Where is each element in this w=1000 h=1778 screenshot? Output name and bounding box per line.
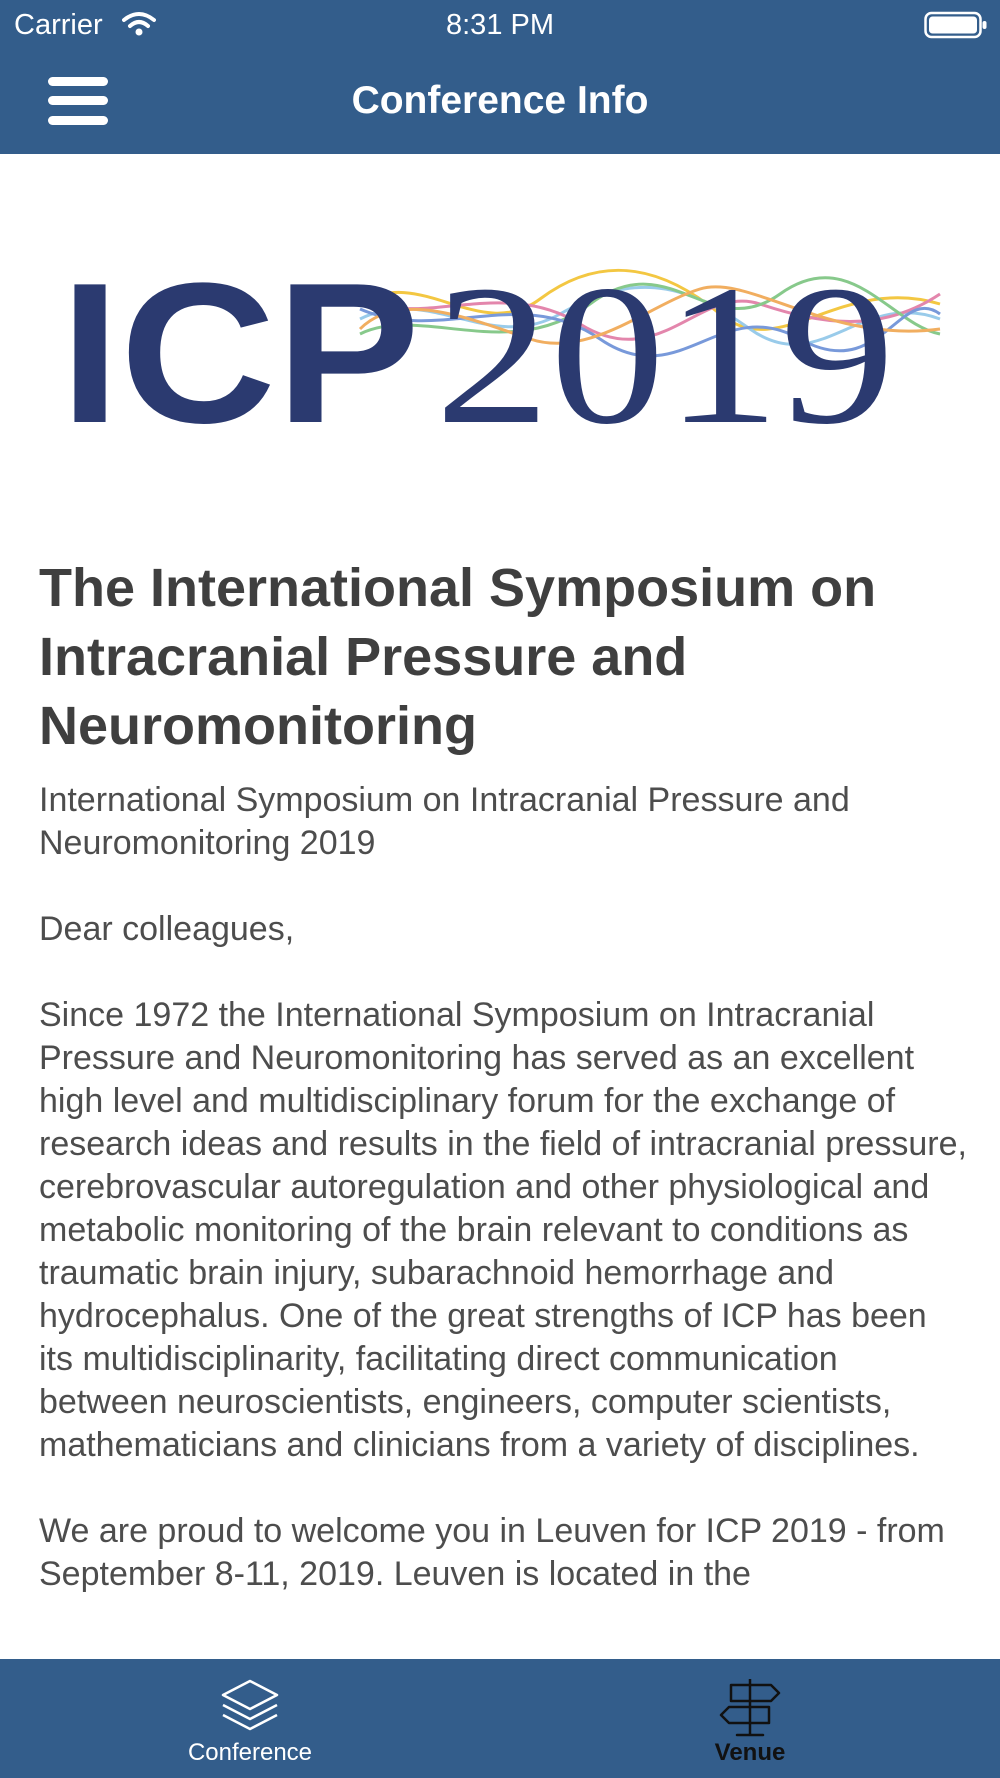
paragraph-greeting: Dear colleagues, bbox=[39, 910, 295, 948]
article bbox=[39, 554, 969, 1596]
content-scroll-area[interactable] bbox=[0, 154, 1000, 1659]
tab-conference-label: Conference bbox=[187, 1739, 313, 1766]
paragraph-welcome: We are proud to welcome you in Leuven for ICP 2019 - from September 8-11, 2019. Leuven is located in the bbox=[39, 1512, 945, 1593]
tab-venue[interactable] bbox=[500, 1659, 1000, 1778]
logo-year-text: 2019 bbox=[435, 245, 895, 444]
tab-conference[interactable] bbox=[0, 1659, 500, 1778]
carrier-label: Carrier bbox=[14, 9, 103, 41]
layers-icon bbox=[213, 1675, 287, 1739]
navigation-bar bbox=[0, 50, 1000, 154]
status-time: 8:31 PM bbox=[446, 9, 554, 41]
article-subtitle: International Symposium on Intracranial Pressure and Neuromonitoring 2019 bbox=[39, 781, 850, 862]
tab-venue-label: Venue bbox=[714, 1739, 786, 1766]
icp-2019-logo bbox=[60, 244, 950, 444]
signpost-icon bbox=[713, 1675, 787, 1739]
status-bar bbox=[0, 0, 1000, 50]
paragraph-history: Since 1972 the International Symposium on Intracranial Pressure and Neuromonitoring has served as an excellent high level and multidisciplinary forum for the exchange of research ideas and results in the field of intracranial pressure, cerebrovascular autoregulation and other physiological and metabolic monitoring of the brain relevant to conditions as traumatic brain injury, subarachnoid hemorrhage and hydrocephalus. One of the great strengths of ICP has been its multidisciplinarity, facilitating direct communication between neuroscientists, engineers, computer scientists, mathematicians and clinicians from a variety of disciplines. bbox=[39, 996, 967, 1464]
page-title: Conference Info bbox=[351, 79, 649, 122]
logo-icp-text: ICP bbox=[60, 244, 420, 444]
article-title: The International Symposium on Intracranial Pressure and Neuromonitoring bbox=[39, 558, 877, 756]
battery-icon bbox=[924, 11, 988, 39]
tab-bar bbox=[0, 1659, 1000, 1778]
